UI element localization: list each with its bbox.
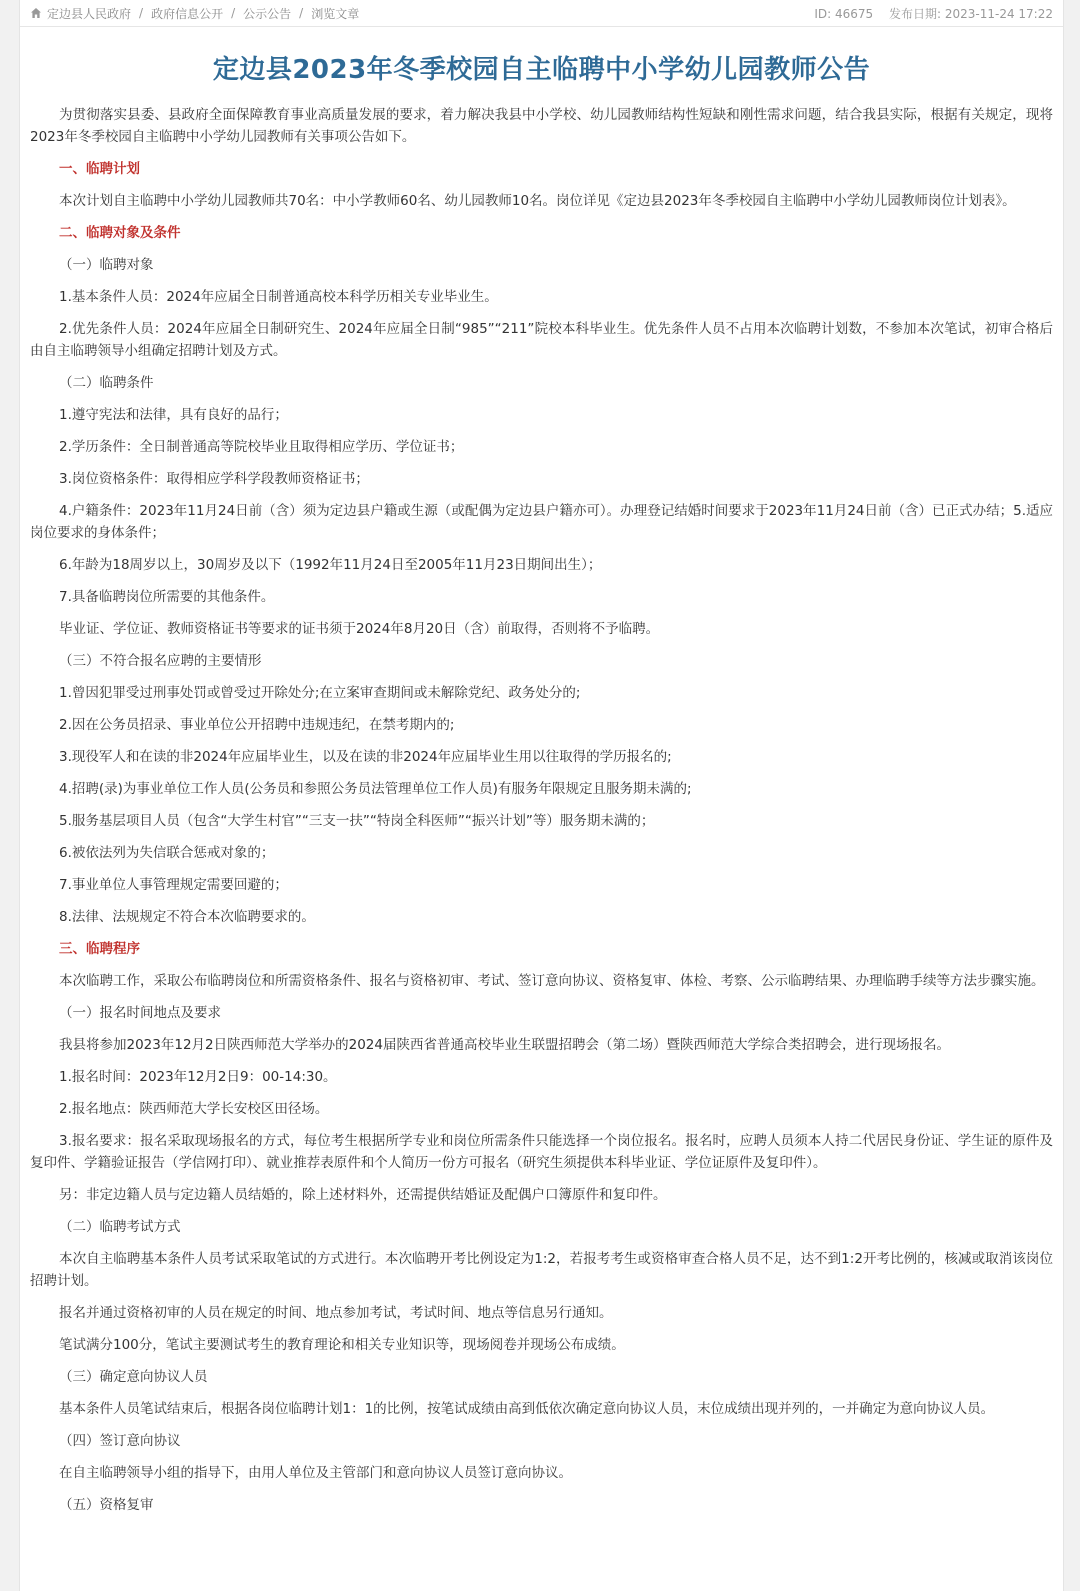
breadcrumb-current: 浏览文章 (311, 6, 360, 21)
paragraph: 3.现役军人和在读的非2024年应届毕业生，以及在读的非2024年应届毕业生用以往取得的学历报名的; (59, 749, 672, 765)
paragraph: 5.服务基层项目人员（包含“大学生村官”“三支一扶”“特岗全科医师”“振兴计划”等）服务期未满的； (59, 813, 655, 829)
subsection-heading: （一）报名时间地点及要求 (59, 1005, 221, 1021)
article-body (20, 99, 1063, 1516)
paragraph: 6.被依法列为失信联合惩戒对象的； (59, 845, 275, 861)
paragraph: 2.优先条件人员：2024年应届全日制研究生、2024年应届全日制“985”“211”院校本科毕业生。优先条件人员不占用本次临聘计划数，不参加本次笔试，初审合格后由自主临聘领导小组确定招聘计划及方式。 (30, 321, 1053, 359)
section-heading: 三、临聘程序 (59, 941, 140, 957)
paragraph: 8.法律、法规规定不符合本次临聘要求的。 (59, 909, 315, 925)
paragraph: 4.招聘(录)为事业单位工作人员(公务员和参照公务员法管理单位工作人员)有服务年限规定且服务期未满的; (59, 781, 692, 797)
date-value: 2023-11-24 17:22 (944, 6, 1053, 21)
section-heading: 一、临聘计划 (59, 161, 140, 177)
paragraph: 在自主临聘领导小组的指导下，由用人单位及主管部门和意向协议人员签订意向协议。 (59, 1465, 572, 1481)
breadcrumb-announcements[interactable]: 公示公告 (243, 6, 292, 21)
subsection-heading: （三）确定意向协议人员 (59, 1369, 208, 1385)
paragraph: 1.曾因犯罪受过刑事处罚或曾受过开除处分;在立案审查期间或未解除党纪、政务处分的; (59, 685, 581, 701)
paragraph: 本次计划自主临聘中小学幼儿园教师共70名：中小学教师60名、幼儿园教师10名。岗位详见《定边县2023年冬季校园自主临聘中小学幼儿园教师岗位计划表》。 (59, 193, 1016, 209)
section-heading: 二、临聘对象及条件 (59, 225, 181, 241)
id-value: 46675 (834, 6, 874, 21)
paragraph: 毕业证、学位证、教师资格证书等要求的证书须于2024年8月20日（含）前取得，否则将不予临聘。 (59, 621, 660, 637)
paragraph: 基本条件人员笔试结束后，根据各岗位临聘计划1：1的比例，按笔试成绩由高到低依次确定意向协议人员，末位成绩出现并列的，一并确定为意向协议人员。 (59, 1401, 995, 1417)
date-label: 发布日期: (888, 6, 942, 21)
breadcrumb-home[interactable]: 定边县人民政府 (47, 6, 132, 21)
subsection-heading: （三）不符合报名应聘的主要情形 (59, 653, 262, 669)
breadcrumb (30, 5, 359, 22)
paragraph: 6.年龄为18周岁以上，30周岁及以下（1992年11月24日至2005年11月23日期间出生）； (59, 557, 602, 573)
paragraph: 3.岗位资格条件：取得相应学科学段教师资格证书； (59, 471, 369, 487)
paragraph: 为贯彻落实县委、县政府全面保障教育事业高质量发展的要求，着力解决我县中小学校、幼儿园教师结构性短缺和刚性需求问题，结合我县实际，根据有关规定，现将2023年冬季校园自主临聘中小学幼儿园教师有关事项公告如下。 (30, 107, 1053, 145)
breadcrumb-separator: / (139, 6, 144, 20)
paragraph: 3.报名要求：报名采取现场报名的方式，每位考生根据所学专业和岗位所需条件只能选择一个岗位报名。报名时，应聘人员须本人持二代居民身份证、学生证的原件及复印件、学籍验证报告（学信网打印）、就业推荐表原件和个人简历一份方可报名（研究生须提供本科毕业证、学位证原件及复印件）。 (30, 1133, 1053, 1171)
paragraph: 1.报名时间：2023年12月2日9：00-14:30。 (59, 1069, 337, 1085)
paragraph: 笔试满分100分，笔试主要测试考生的教育理论和相关专业知识等，现场阅卷并现场公布成绩。 (59, 1337, 625, 1353)
subsection-heading: （五）资格复审 (59, 1497, 154, 1513)
subsection-heading: （二）临聘考试方式 (59, 1219, 181, 1235)
home-icon (30, 7, 42, 19)
paragraph: 1.基本条件人员：2024年应届全日制普通高校本科学历相关专业毕业生。 (59, 289, 498, 305)
subsection-heading: （二）临聘条件 (59, 375, 154, 391)
paragraph: 7.具备临聘岗位所需要的其他条件。 (59, 589, 275, 605)
subsection-heading: （一）临聘对象 (59, 257, 154, 273)
subsection-heading: （四）签订意向协议 (59, 1433, 181, 1449)
id-label: ID: (814, 6, 832, 21)
breadcrumb-separator: / (231, 6, 236, 20)
top-bar (20, 0, 1063, 27)
paragraph: 2.学历条件：全日制普通高等院校毕业且取得相应学历、学位证书； (59, 439, 464, 455)
paragraph: 本次临聘工作，采取公布临聘岗位和所需资格条件、报名与资格初审、考试、签订意向协议、资格复审、体检、考察、公示临聘结果、办理临聘手续等方法步骤实施。 (59, 973, 1045, 989)
paragraph: 2.因在公务员招录、事业单位公开招聘中违规违纪，在禁考期内的; (59, 717, 455, 733)
paragraph: 4.户籍条件：2023年11月24日前（含）须为定边县户籍或生源（或配偶为定边县户籍亦可）。办理登记结婚时间要求于2023年11月24日前（含）已正式办结；5.适应岗位要求的身体条件； (30, 503, 1053, 541)
paragraph: 本次自主临聘基本条件人员考试采取笔试的方式进行。本次临聘开考比例设定为1:2，若报考考生或资格审查合格人员不足，达不到1:2开考比例的，核减或取消该岗位招聘计划。 (30, 1251, 1053, 1289)
paragraph: 我县将参加2023年12月2日陕西师范大学举办的2024届陕西省普通高校毕业生联盟招聘会（第二场）暨陕西师范大学综合类招聘会，进行现场报名。 (59, 1037, 950, 1053)
page-title: 定边县2023年冬季校园自主临聘中小学幼儿园教师公告 (212, 55, 871, 85)
paragraph: 2.报名地点：陕西师范大学长安校区田径场。 (59, 1101, 329, 1117)
paragraph: 报名并通过资格初审的人员在规定的时间、地点参加考试，考试时间、地点等信息另行通知。 (59, 1305, 613, 1321)
article-meta (814, 5, 1053, 22)
article-panel (19, 0, 1064, 1591)
breadcrumb-separator: / (299, 6, 304, 20)
paragraph: 1.遵守宪法和法律，具有良好的品行； (59, 407, 288, 423)
paragraph: 另：非定边籍人员与定边籍人员结婚的，除上述材料外，还需提供结婚证及配偶户口簿原件和复印件。 (59, 1187, 667, 1203)
breadcrumb-gov-info[interactable]: 政府信息公开 (151, 6, 224, 21)
paragraph: 7.事业单位人事管理规定需要回避的； (59, 877, 288, 893)
